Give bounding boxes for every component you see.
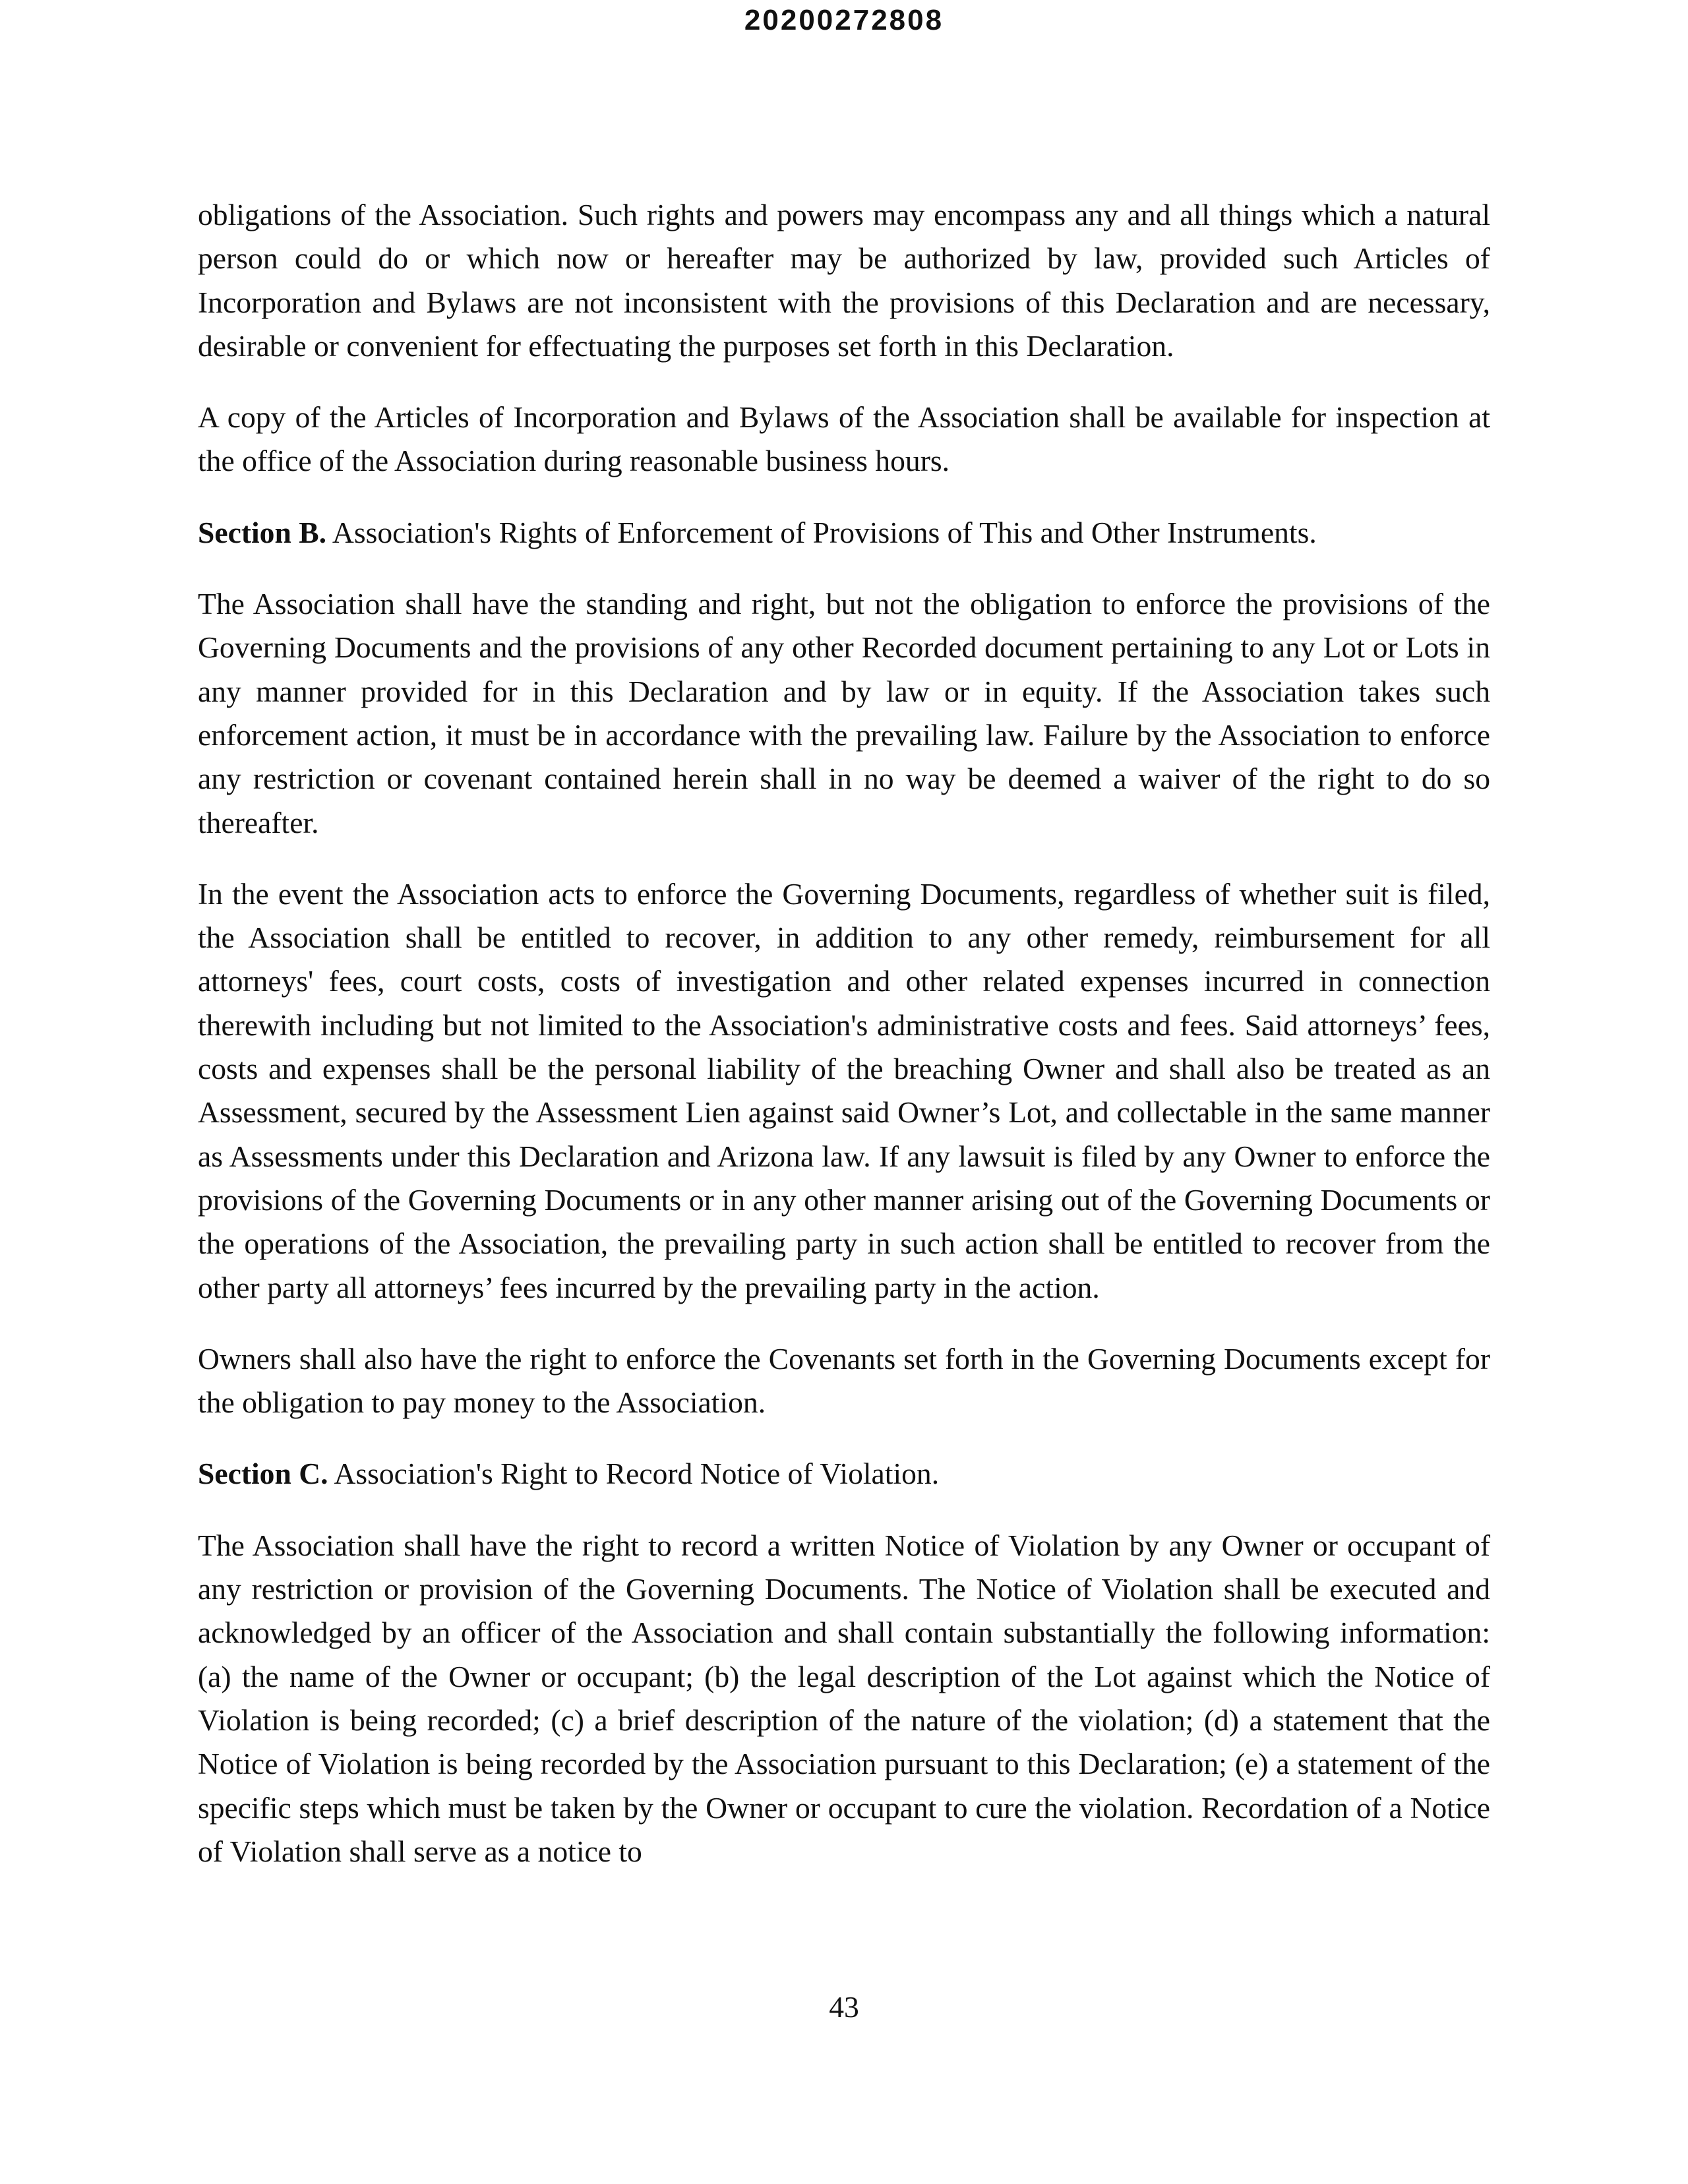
section-b-heading [198,511,1490,555]
section-c-label: Section C. [198,1457,328,1491]
paragraph-attorneys-fees: In the event the Association acts to enforce the Governing Documents, regardless of whether suit is filed, the Association shall be entitled to recover, in addition to any other remedy, reimbursement for all attorneys' fees, court costs, costs of investigation and other related expenses incurred in connection therewith including but not limited to the Association's administrative costs and fees. Said attorneys’ fees, costs and expenses shall be the personal liability of the breaching Owner and shall also be treated as an Assessment, secured by the Assessment Lien against said Owner’s Lot, and collectable in the same manner as Assessments under this Declaration and Arizona law. If any lawsuit is filed by any Owner to enforce the provisions of the Governing Documents or in any other manner arising out of the Governing Documents or the operations of the Association, the prevailing party in such action shall be entitled to recover from the other party all attorneys’ fees incurred by the prevailing party in the action. [198,876,1490,1304]
section-c-title: Association's Right to Record Notice of Violation. [328,1457,940,1491]
paragraph-notice-of-violation: The Association shall have the right to record a written Notice of Violation by any Owner or occupant of any restriction or provision of the Governing Documents. The Notice of Violation shall be executed and acknowledged by an officer of the Association and shall contain substantially the following information: (a) the name of the Owner or occupant; (b) the legal description of the Lot against which the Notice of Violation is being recorded; (c) a brief description of the nature of the violation; (d) a statement that the Notice of Violation is being recorded by the Association pursuant to this Declaration; (e) a statement of the specific steps which must be taken by the Owner or occupant to cure the violation. Recordation of a Notice of Violation shall serve as a notice to [198,1528,1490,1868]
page-body [198,193,1490,1901]
section-c-heading [198,1452,1490,1496]
recording-number: 20200272808 [744,4,944,36]
section-b-label: Section B. [198,515,327,549]
page-number: 43 [829,1990,859,2024]
paragraph-articles-availability: A copy of the Articles of Incorporation and Bylaws of the Association shall be available for inspection at the office of the Association during reasonable business hours. [198,400,1490,478]
paragraph-articles-powers: obligations of the Association. Such rights and powers may encompass any and all things which a natural person could do or which now or hereafter may be authorized by law, provided such Articles of Incorporation and Bylaws are not inconsistent with the provisions of this Declaration and are necessary, desirable or convenient for effectuating the purposes set forth in this Declaration. [198,198,1490,363]
paragraph-enforcement-standing: The Association shall have the standing and right, but not the obligation to enforce the provisions of the Governing Documents and the provisions of any other Recorded document pertaining to any Lot or Lots in any manner provided for in this Declaration and by law or in equity. If the Association takes such enforcement action, it must be in accordance with the prevailing law. Failure by the Association to enforce any restriction or covenant contained herein shall in no way be deemed a waiver of the right to do so thereafter. [198,587,1490,839]
section-b-title: Association's Rights of Enforcement of Provisions of This and Other Instruments. [326,515,1317,549]
paragraph-owner-enforcement: Owners shall also have the right to enforce the Covenants set forth in the Governing Documents except for the obligation to pay money to the Association. [198,1341,1490,1420]
